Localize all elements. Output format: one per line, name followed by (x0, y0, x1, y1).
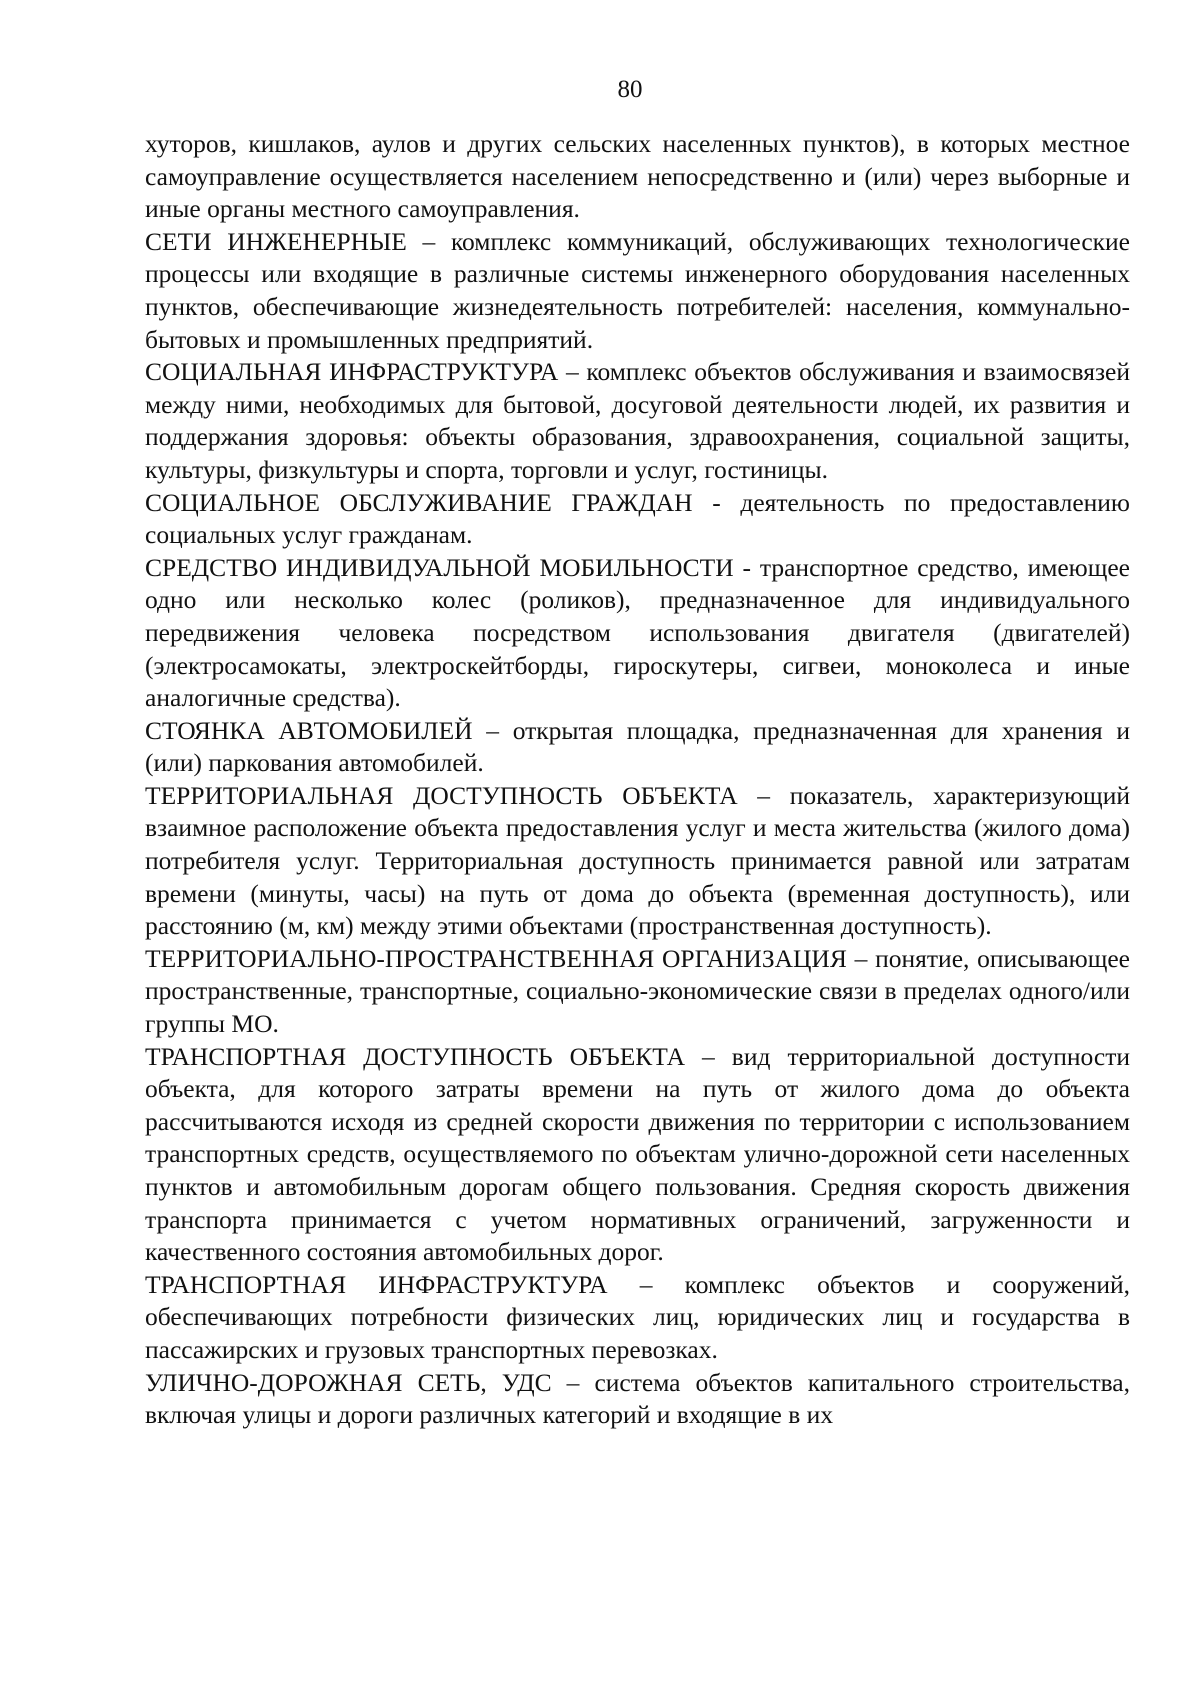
entry-definition: – комплекс коммуникаций, обслуживающих технологические процессы или входящие в различные системы инженерного оборудования населенных пунктов, обеспечивающие жизнедеятельность потребителей: населения, коммунально-бытовых и промышленных предприятий. (145, 226, 1130, 354)
entry-term: ТЕРРИТОРИАЛЬНАЯ ДОСТУПНОСТЬ ОБЪЕКТА (145, 780, 738, 810)
glossary-entry-territorial-accessibility (145, 780, 1130, 943)
entry-term: СРЕДСТВО ИНДИВИДУАЛЬНОЙ МОБИЛЬНОСТИ (145, 552, 734, 582)
entry-term: ТЕРРИТОРИАЛЬНО-ПРОСТРАНСТВЕННАЯ ОРГАНИЗАЦИЯ (145, 943, 847, 973)
glossary-entry-personal-mobility (145, 552, 1130, 715)
entry-definition: – система объектов капитального строительства, включая улицы и дороги различных категорий и входящие в их (145, 1367, 1130, 1430)
entry-term: СОЦИАЛЬНОЕ ОБСЛУЖИВАНИЕ ГРАЖДАН (145, 487, 693, 517)
entry-definition: – вид территориальной доступности объекта, для которого затраты времени на путь от жилого дома до объекта рассчитываются исходя из средней скорости движения по территории с использованием транспортных средств, осуществляемого по объектам улично-дорожной сети населенных пунктов и автомобильным дорогам общего пользования. Средняя скорость движения транспорта принимается с учетом нормативных ограничений, загруженности и качественного состояния автомобильных дорог. (145, 1041, 1130, 1267)
entry-definition: - транспортное средство, имеющее одно или несколько колес (роликов), предназначенное для индивидуального передвижения человека посредством использования двигателя (двигателей) (электросамокаты, электроскейтборды, гироскутеры, сигвеи, моноколеса и иные аналогичные средства). (145, 552, 1130, 713)
glossary-entry-spatial-organization (145, 943, 1130, 1041)
glossary-entry-social-services (145, 487, 1130, 552)
entry-term: ТРАНСПОРТНАЯ ДОСТУПНОСТЬ ОБЪЕКТА (145, 1041, 686, 1071)
entry-definition: – открытая площадка, предназначенная для хранения и (или) паркования автомобилей. (145, 715, 1130, 778)
glossary-entry-street-road-network (145, 1367, 1130, 1432)
glossary-entry-parking (145, 715, 1130, 780)
entry-definition: – комплекс объектов и сооружений, обеспечивающих потребности физических лиц, юридических лиц и государства в пассажирских и грузовых транспортных перевозках. (145, 1269, 1130, 1364)
glossary-entry-transport-accessibility (145, 1041, 1130, 1269)
entry-definition: – показатель, характеризующий взаимное расположение объекта предоставления услуг и места жительства (жилого дома) потребителя услуг. Территориальная доступность принимается равной или затратам времени (минуты, часы) на путь от дома до объекта (временная доступность), или расстоянию (м, км) между этими объектами (пространственная доступность). (145, 780, 1130, 941)
entry-definition: хуторов, кишлаков, аулов и других сельских населенных пунктов), в которых местное самоуправление осуществляется населением непосредственно и (или) через выборные и иные органы местного самоуправления. (145, 129, 1130, 224)
entry-definition: – понятие, описывающее пространственные, транспортные, социально-экономические связи в пределах одного/или группы МО. (145, 943, 1130, 1039)
document-body (145, 128, 1130, 1432)
glossary-entry-social-infrastructure (145, 356, 1130, 486)
page-number: 80 (617, 76, 643, 103)
entry-term: СТОЯНКА АВТОМОБИЛЕЙ (145, 715, 473, 745)
entry-term: СОЦИАЛЬНАЯ ИНФРАСТРУКТУРА (145, 357, 559, 387)
entry-term: ТРАНСПОРТНАЯ ИНФРАСТРУКТУРА (145, 1269, 608, 1299)
glossary-entry-continuation (145, 128, 1130, 226)
entry-term: СЕТИ ИНЖЕНЕРНЫЕ (145, 226, 407, 256)
entry-term: УЛИЧНО-ДОРОЖНАЯ СЕТЬ, УДС (145, 1367, 552, 1397)
entry-definition: – комплекс объектов обслуживания и взаимосвязей между ними, необходимых для бытовой, досуговой деятельности людей, их развития и поддержания здоровья: объекты образования, здравоохранения, социальной защиты, культуры, физкультуры и спорта, торговли и услуг, гостиницы. (145, 357, 1130, 484)
glossary-entry-transport-infrastructure (145, 1269, 1130, 1367)
entry-definition: - деятельность по предоставлению социальных услуг гражданам. (145, 487, 1130, 550)
glossary-entry-engineering-networks (145, 226, 1130, 356)
